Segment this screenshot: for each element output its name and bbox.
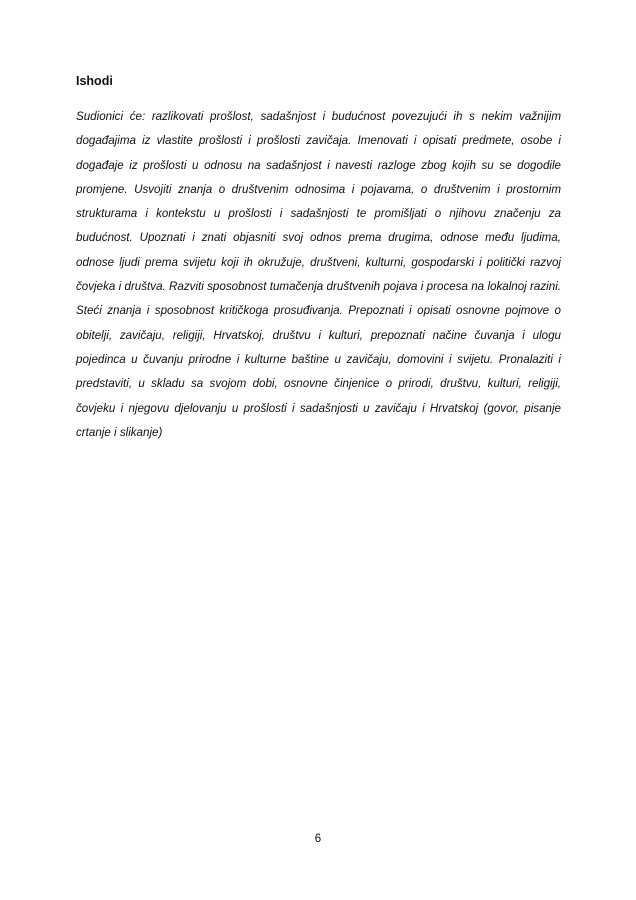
page-number: 6 [314, 833, 322, 845]
section-heading: Ishodi [76, 74, 113, 88]
outcomes-paragraph: Sudionici će: razlikovati prošlost, sadašnjost i budućnost povezujući ih s nekim važnijim događajima iz vlastite prošlosti i prošlosti zavičaja. Imenovati i opisati predmete, osobe i događaje iz prošlosti u odnosu na sadašnjost i navesti razloge zbog kojih su se dogodile promjene. Usvojiti znanja o društvenim odnosima i pojavama, o društvenim i prostornim strukturama i kontekstu u prošlosti i sadašnjosti te promišljati o njihovu značenju za budućnost. Upoznati i znati objasniti svoj odnos prema drugima, odnose među ljudima, odnose ljudi prema svijetu koji ih okružuje, društveni, kulturni, gospodarski i politički razvoj čovjeka i društva. Razviti sposobnost tumačenja društvenih pojava i procesa na lokalnoj razini. Steći znanja i sposobnost kritičkoga prosuđivanja. Prepoznati i opisati osnovne pojmove o obitelji, zavičaju, religiji, Hrvatskoj, društvu i kulturi, prepoznati načine čuvanja i ulogu pojedinca u čuvanju prirodne i kulturne baštine u zavičaju, domovini i svijetu. Pronalaziti i predstaviti, u skladu sa svojom dobi, osnovne činjenice o prirodi, društvu, kulturi, religiji, čovjeku i njegovu djelovanju u prošlosti i sadašnjosti u zavičaju i Hrvatskoj (govor, pisanje crtanje i slikanje) [76, 110, 561, 439]
